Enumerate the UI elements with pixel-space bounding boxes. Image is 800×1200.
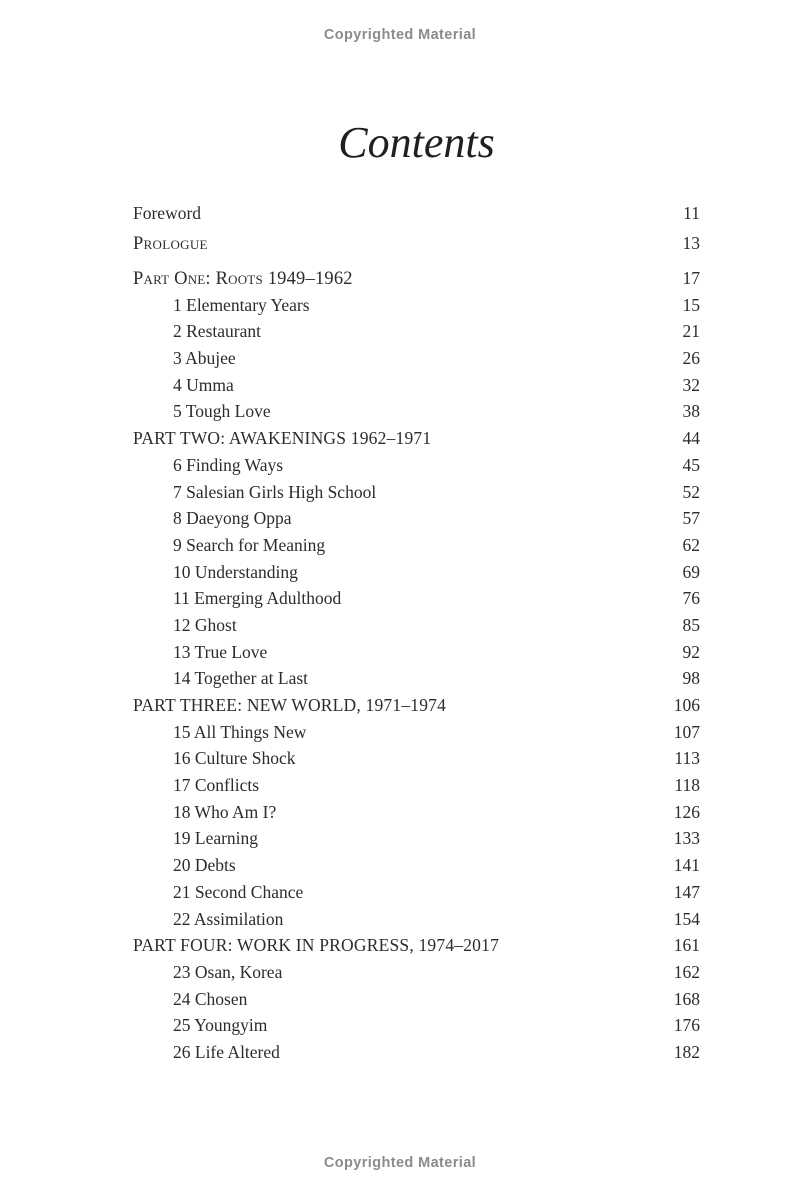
toc-row — [133, 295, 700, 322]
toc-entry-label: 24 Chosen — [173, 988, 248, 1009]
toc-row — [133, 722, 700, 749]
toc-entry-page-number: 106 — [673, 695, 700, 715]
toc-entry-page-number: 69 — [682, 561, 700, 582]
toc-entry-page-number: 168 — [673, 988, 700, 1009]
toc-entry-page-number: 32 — [682, 374, 700, 395]
toc-entry-label: 19 Learning — [173, 828, 259, 849]
toc-entry-page-number: 126 — [673, 801, 700, 822]
toc-row — [133, 615, 700, 642]
toc-entry-label: 20 Debts — [173, 855, 236, 876]
toc-entry-page-number: 162 — [673, 961, 700, 982]
toc-entry-page-number: 176 — [673, 1015, 700, 1036]
toc-row — [133, 203, 700, 233]
toc-entry-label: 12 Ghost — [173, 614, 237, 635]
toc-entry-label: PART TWO: AWAKENINGS 1962–1971 — [133, 428, 432, 449]
toc-row — [133, 802, 700, 829]
toc-entry-label: 13 True Love — [173, 641, 268, 662]
toc-entry-label: 10 Understanding — [173, 561, 298, 582]
toc-row — [133, 695, 700, 722]
toc-row — [133, 588, 700, 615]
toc-entry-page-number: 76 — [682, 588, 700, 609]
toc-entry-label: Part One: Roots 1949–1962 — [133, 269, 353, 289]
toc-row — [133, 535, 700, 562]
toc-entry-label: 18 Who Am I? — [173, 801, 277, 822]
toc-row — [133, 482, 700, 509]
copyright-notice-bottom: Copyrighted Material — [323, 1155, 477, 1171]
toc-row — [133, 375, 700, 402]
toc-entry-page-number: 15 — [682, 294, 700, 315]
toc-entry-label: 11 Emerging Adulthood — [173, 588, 342, 609]
toc-entry-page-number: 85 — [682, 614, 700, 635]
toc-entry-label: 17 Conflicts — [173, 775, 260, 796]
toc-entry-page-number: 13 — [682, 233, 700, 253]
toc-entry-label: 6 Finding Ways — [173, 454, 284, 475]
toc-entry-page-number: 118 — [674, 775, 700, 796]
toc-row — [133, 1042, 700, 1069]
toc-entry-page-number: 92 — [682, 641, 700, 662]
toc-entry-page-number: 113 — [674, 748, 700, 769]
toc-entry-label: 25 Youngyim — [173, 1015, 268, 1036]
toc-row — [133, 401, 700, 428]
toc-row — [133, 428, 700, 455]
toc-entry-label: PART THREE: NEW WORLD, 1971–1974 — [133, 695, 447, 715]
toc-row — [133, 268, 700, 295]
toc-entry-label: 2 Restaurant — [173, 321, 261, 342]
toc-entry-page-number: 133 — [673, 828, 700, 849]
toc-entry-page-number: 107 — [673, 721, 700, 742]
toc-entry-page-number: 182 — [673, 1041, 700, 1062]
toc-row — [133, 668, 700, 695]
toc-row — [133, 935, 700, 962]
toc-entry-page-number: 62 — [682, 534, 700, 555]
toc-entry-label: 16 Culture Shock — [173, 748, 296, 769]
page-title: Contents — [338, 118, 495, 167]
toc-row — [133, 828, 700, 855]
toc-entry-page-number: 52 — [682, 481, 700, 502]
toc-row — [133, 775, 700, 802]
toc-entry-page-number: 45 — [682, 454, 700, 475]
toc-entry-label: Prologue — [133, 234, 208, 254]
toc-entry-label: 26 Life Altered — [173, 1041, 280, 1062]
toc-row — [133, 855, 700, 882]
toc-entry-label: 8 Daeyong Oppa — [173, 508, 292, 529]
toc-entry-page-number: 141 — [673, 855, 700, 876]
toc-row — [133, 348, 700, 375]
toc-entry-label: 14 Together at Last — [173, 668, 309, 689]
toc-entry-page-number: 26 — [682, 348, 700, 369]
toc-row — [133, 882, 700, 909]
toc-row — [133, 642, 700, 669]
toc-entry-page-number: 98 — [682, 668, 700, 689]
toc-row — [133, 455, 700, 482]
toc-row — [133, 909, 700, 936]
toc-entry-label: 22 Assimilation — [173, 908, 284, 929]
toc-entry-label: 7 Salesian Girls High School — [173, 481, 377, 502]
toc-entry-page-number: 11 — [683, 203, 700, 223]
toc-entry-page-number: 44 — [682, 428, 700, 449]
toc-entry-page-number: 147 — [673, 881, 700, 902]
toc-entry-page-number: 154 — [673, 908, 700, 929]
toc-entry-label: 21 Second Chance — [173, 881, 304, 902]
toc-row — [133, 1015, 700, 1042]
toc-entry-page-number: 161 — [673, 935, 700, 956]
toc-entry-label: 9 Search for Meaning — [173, 534, 326, 555]
toc-row — [133, 233, 700, 268]
toc-entry-label: 5 Tough Love — [173, 401, 271, 422]
toc-entry-page-number: 17 — [682, 268, 700, 288]
toc-entry-label: 15 All Things New — [173, 721, 307, 742]
table-of-contents — [133, 203, 700, 1069]
toc-entry-page-number: 38 — [682, 401, 700, 422]
toc-entry-page-number: 57 — [682, 508, 700, 529]
toc-entry-label: Foreword — [133, 203, 202, 223]
toc-row — [133, 748, 700, 775]
toc-row — [133, 962, 700, 989]
copyright-notice-top: Copyrighted Material — [323, 27, 477, 43]
toc-row — [133, 562, 700, 589]
toc-entry-page-number: 21 — [682, 321, 700, 342]
toc-entry-label: 3 Abujee — [173, 348, 236, 369]
toc-row — [133, 508, 700, 535]
toc-entry-label: 23 Osan, Korea — [173, 961, 283, 982]
toc-row — [133, 989, 700, 1016]
toc-entry-label: 1 Elementary Years — [173, 294, 310, 315]
toc-row — [133, 321, 700, 348]
toc-entry-label: PART FOUR: WORK IN PROGRESS, 1974–2017 — [133, 935, 500, 956]
toc-entry-label: 4 Umma — [173, 374, 234, 395]
